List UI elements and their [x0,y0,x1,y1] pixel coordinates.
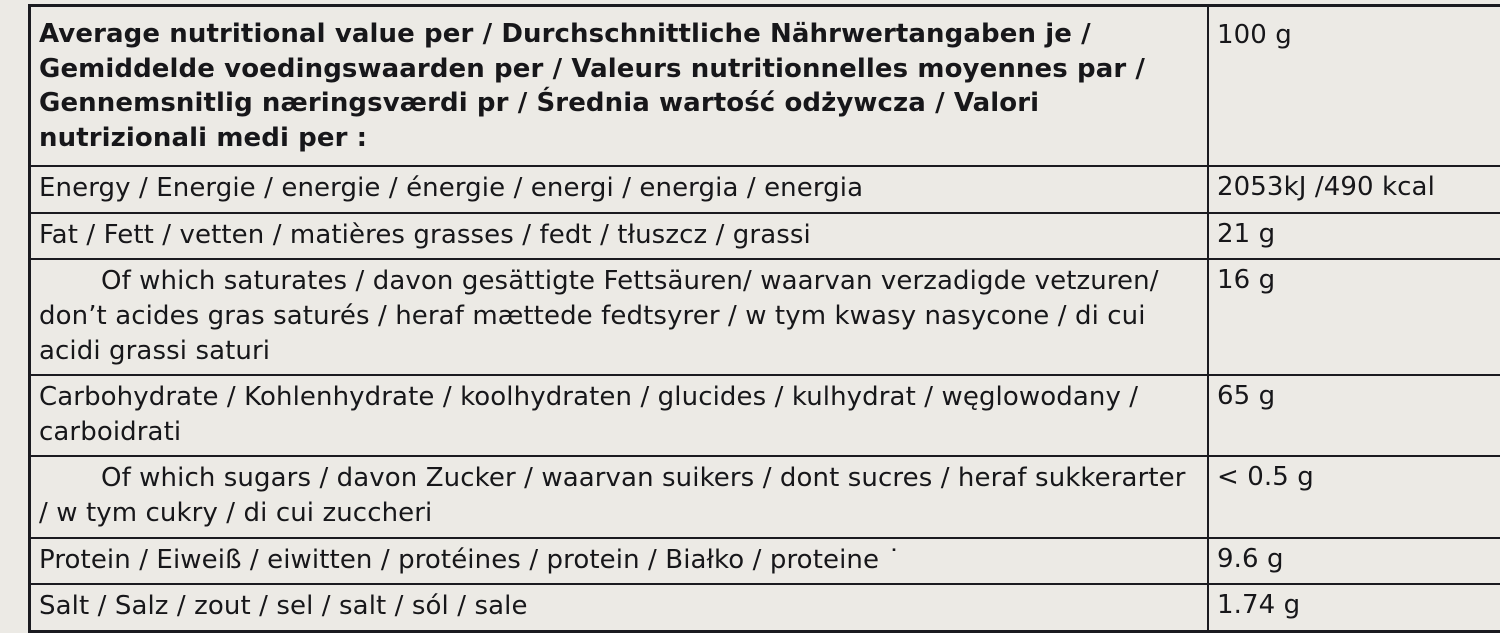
nutrient-value-cell [1208,584,1500,631]
nutrient-label-cell [30,213,1209,260]
nutrient-label-text: Carbohydrate / Kohlenhydrate / koolhydraten / glucides / kulhydrat / węglowodany / carboidrati [39,380,1199,449]
nutrient-label-text: Of which saturates / davon gesättigte Fettsäuren/ waarvan verzadigde vetzuren/ don’t acides gras saturés / heraf mættede fedtsyrer / w tym kwasy nasycone / di cui acidi grassi saturi [39,264,1199,368]
nutrient-label-cell [30,259,1209,375]
nutrient-label-text: Energy / Energie / energie / énergie / energi / energia / energia [39,171,1199,206]
table-header-row [30,6,1500,167]
table-row [30,166,1500,213]
nutrient-value-cell [1208,538,1500,585]
nutrient-label-text: Of which sugars / davon Zucker / waarvan suikers / dont sucres / heraf sukkerarter / w tym cukry / di cui zuccheri [39,461,1199,530]
nutrient-value-cell [1208,259,1500,375]
table-row [30,538,1500,585]
nutrient-value-cell [1208,166,1500,213]
table-row [30,584,1500,631]
table-row [30,213,1500,260]
table-row [30,259,1500,375]
nutrient-value-text: < 0.5 g [1217,461,1500,495]
nutrient-value-cell [1208,213,1500,260]
nutrition-table [28,4,1500,633]
header-label-cell [30,6,1209,167]
nutrient-value-text: 2053kJ /490 kcal [1217,171,1500,205]
table-row [30,456,1500,537]
nutrient-label-text: Salt / Salz / zout / sel / salt / sól / sale [39,589,1199,624]
nutrient-value-text: 1.74 g [1217,589,1500,623]
nutrient-value-text: 21 g [1217,218,1500,252]
nutrient-value-cell [1208,375,1500,456]
nutrient-value-text: 16 g [1217,264,1500,298]
table-row [30,375,1500,456]
nutrient-label-text: Fat / Fett / vetten / matières grasses / fedt / tłuszcz / grassi [39,218,1199,253]
header-value-cell [1208,6,1500,167]
nutrient-label-cell [30,456,1209,537]
nutrient-value-text: 65 g [1217,380,1500,414]
nutrient-label-text: Protein / Eiweiß / eiwitten / protéines / protein / Białko / proteine ˙ [39,543,1199,578]
nutrient-label-cell [30,584,1209,631]
nutrient-label-cell [30,538,1209,585]
nutrient-value-text: 9.6 g [1217,543,1500,577]
nutrition-table-body [30,6,1500,632]
nutrient-label-cell [30,375,1209,456]
header-value-text: 100 g [1217,19,1500,53]
header-label-text: Average nutritional value per / Durchschnittliche Nährwertangaben je / Gemiddelde voedingswaarden per / Valeurs nutritionnelles moyennes par / Gennemsnitlig næringsværdi pr / Średnia wartość odżywcza / Valori nutrizionali medi per : [39,17,1199,155]
nutrient-value-cell [1208,456,1500,537]
nutrient-label-cell [30,166,1209,213]
